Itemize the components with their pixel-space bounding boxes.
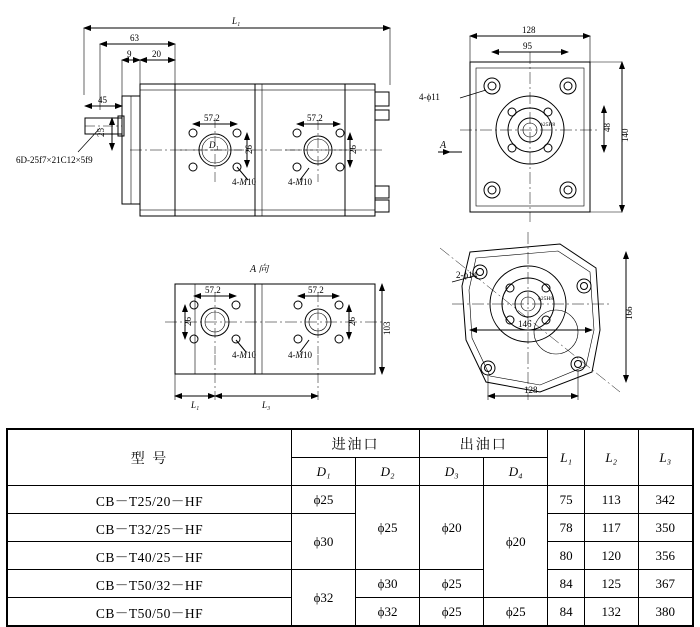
dim-57p2-b: 57.2 [307, 113, 323, 123]
note-4-phi11: 4-ϕ11 [419, 92, 440, 102]
dim-140: 140 [620, 128, 630, 142]
cell-D1: ϕ32 [291, 570, 355, 627]
label-D1: D₁ [209, 140, 219, 150]
header-D4: D₄ [484, 458, 548, 486]
cell-L2: 120 [584, 542, 638, 570]
dim-26-b: 26 [348, 145, 358, 154]
cell-L3: 342 [638, 486, 693, 514]
note-4-M10-a: 4-M10 [232, 177, 256, 187]
dim-20: 20 [152, 49, 161, 59]
table-row [7, 570, 693, 598]
table-header-row-1 [7, 429, 693, 458]
dim-128-bottom: 128 [524, 385, 538, 395]
dim-26-d: 26 [347, 317, 357, 326]
cell-L3: 356 [638, 542, 693, 570]
cell-L1: 84 [548, 598, 585, 627]
cell-model: CB－T50/32－HF [7, 570, 291, 598]
dim-57p2-d: 57.2 [308, 285, 324, 295]
note-4-M10-d: 4-M10 [288, 350, 312, 360]
dim-128-top: 128 [522, 25, 536, 35]
header-model: 型 号 [7, 429, 291, 486]
cell-model: CB－T40/25－HF [7, 542, 291, 570]
dim-57p2-c: 57.2 [205, 285, 221, 295]
note-spline: 6D-25f7×21C12×5f9 [16, 155, 93, 165]
header-D2: D₂ [356, 458, 420, 486]
cell-D3: ϕ25 [420, 598, 484, 627]
cell-L2: 117 [584, 514, 638, 542]
section-label-A: A [440, 140, 447, 151]
cell-L3: 350 [638, 514, 693, 542]
cell-L2: 132 [584, 598, 638, 627]
dim-48: 48 [602, 123, 612, 132]
cell-L2: 125 [584, 570, 638, 598]
cell-D3: ϕ20 [420, 486, 484, 570]
cell-L3: 367 [638, 570, 693, 598]
dim-95: 95 [523, 41, 532, 51]
cell-D4: ϕ25 [484, 598, 548, 627]
header-D3: D₃ [420, 458, 484, 486]
dim-26-a: 26 [244, 145, 254, 154]
header-L1: L₁ [548, 429, 585, 486]
dim-L3-bottom: L₃ [262, 400, 271, 410]
header-inlet: 进油口 [291, 429, 419, 458]
cell-model: CB－T32/25－HF [7, 514, 291, 542]
dim-45: 45 [98, 95, 107, 105]
cell-D1: ϕ30 [291, 514, 355, 570]
dim-103: 103 [382, 321, 392, 335]
cell-L1: 78 [548, 514, 585, 542]
dim-57p2-a: 57.2 [204, 113, 220, 123]
cell-D4: ϕ20 [484, 486, 548, 598]
header-D1: D₁ [291, 458, 355, 486]
spec-table [6, 428, 694, 627]
cell-model: CB－T50/50－HF [7, 598, 291, 627]
note-4-M10-c: 4-M10 [232, 350, 256, 360]
header-outlet: 出油口 [420, 429, 548, 458]
cell-L1: 80 [548, 542, 585, 570]
dim-25: 25 [96, 128, 106, 137]
dim-26-c: 26 [183, 317, 193, 326]
dim-9: 9 [127, 49, 132, 59]
dim-146: 146 [518, 319, 532, 329]
cell-D3: ϕ25 [420, 570, 484, 598]
cell-D1: ϕ25 [291, 486, 355, 514]
cell-L3: 380 [638, 598, 693, 627]
table-row [7, 486, 693, 514]
note-4-M10-b: 4-M10 [288, 177, 312, 187]
header-L2: L₂ [584, 429, 638, 486]
cell-D2: ϕ32 [356, 598, 420, 627]
header-L3: L₃ [638, 429, 693, 486]
cell-L1: 75 [548, 486, 585, 514]
note-2-phi14: 2-ϕ14 [456, 270, 478, 280]
cell-L1: 84 [548, 570, 585, 598]
cell-D2: ϕ25 [356, 486, 420, 570]
dim-166: 166 [624, 306, 634, 320]
dim-L1-front: L₁ [232, 16, 241, 26]
cell-model: CB－T25/20－HF [7, 486, 291, 514]
bore-note-top: ϕ25H8 [540, 122, 556, 128]
dim-63: 63 [130, 33, 139, 43]
table-row [7, 514, 693, 542]
dim-L1-bottom: L₁ [191, 400, 200, 410]
cell-L2: 113 [584, 486, 638, 514]
cell-D2: ϕ30 [356, 570, 420, 598]
bore-note-bottom: ϕ25H8 [538, 296, 554, 302]
view-label-A-xiang: A 向 [250, 264, 269, 275]
